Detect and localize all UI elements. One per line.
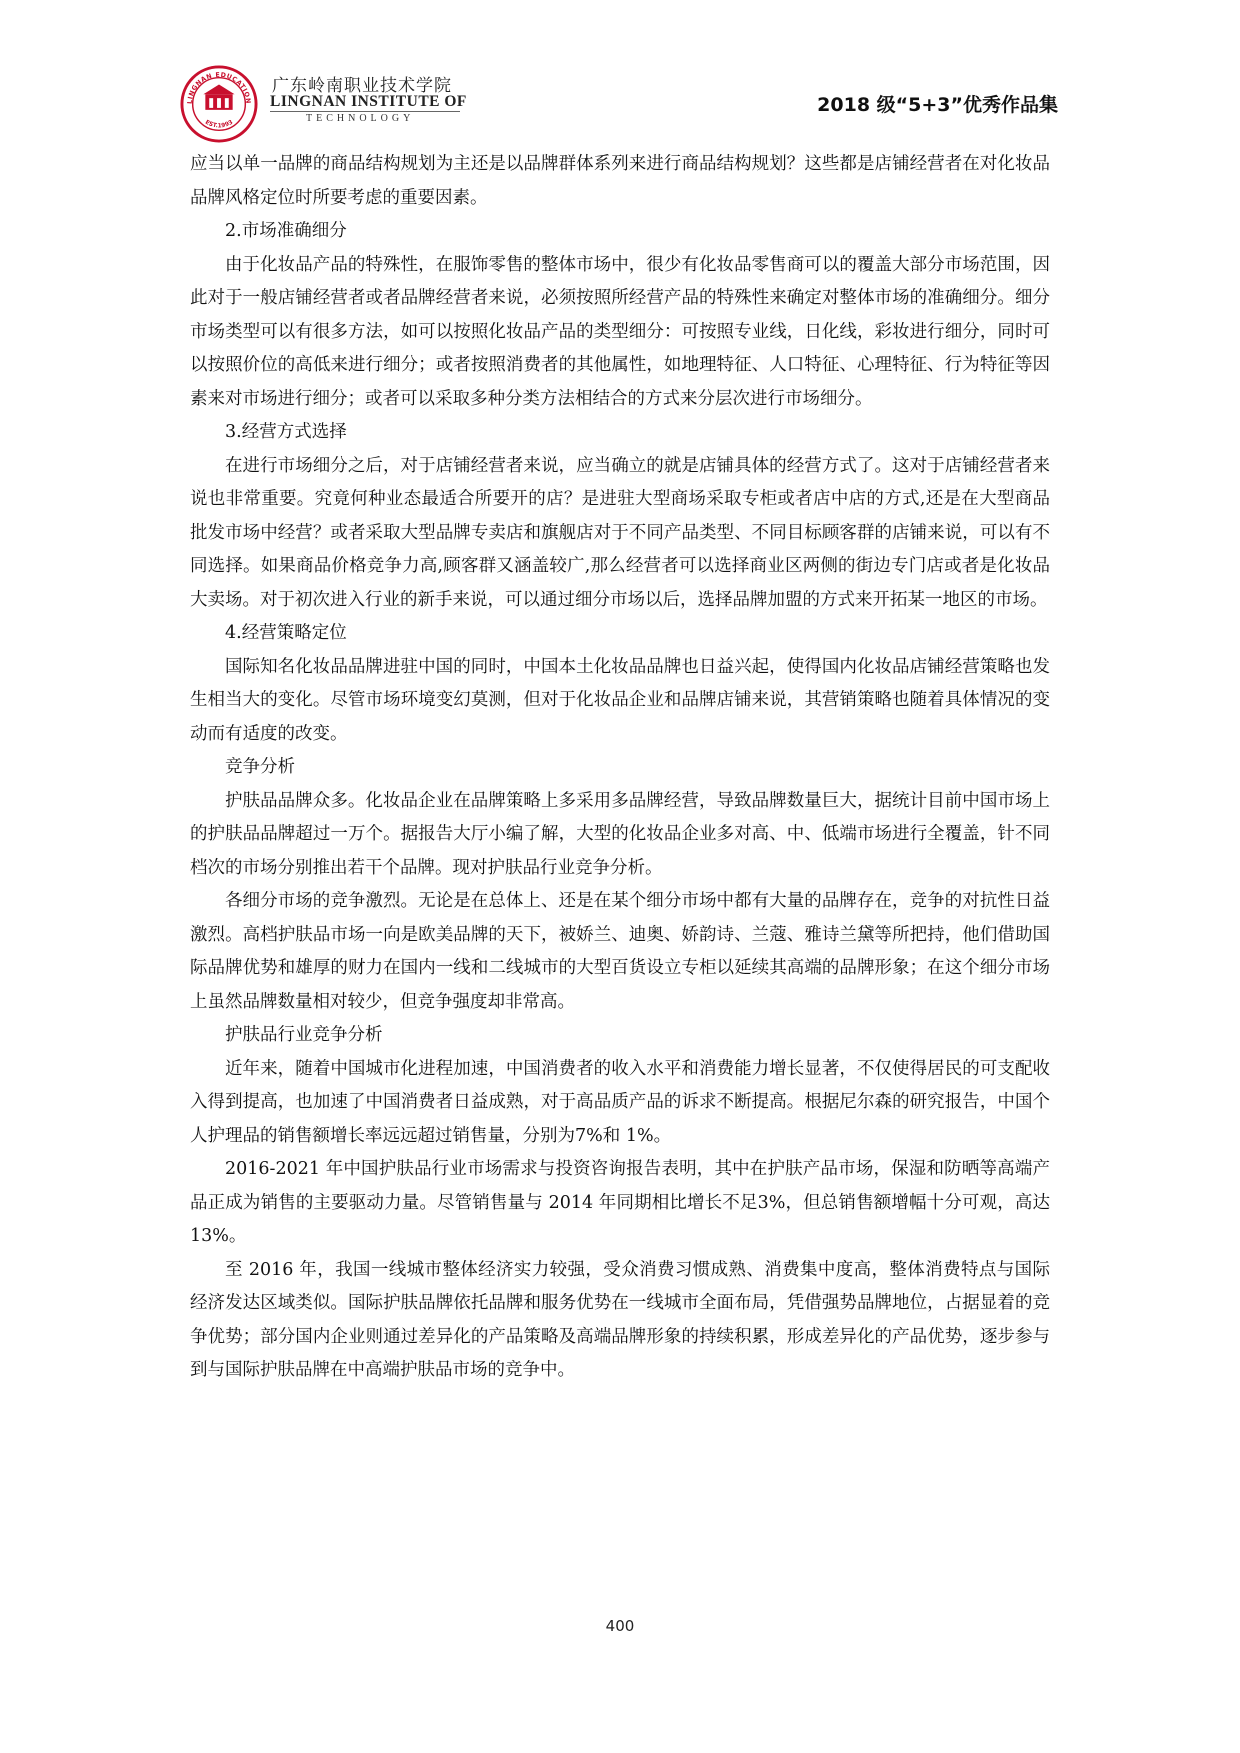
paragraph: 国际知名化妆品品牌进驻中国的同时，中国本土化妆品品牌也日益兴起，使得国内化妆品店铺经营策略也发生相当大的变化。尽管市场环境变幻莫测，但对于化妆品企业和品牌店铺来说，其营销策略也随着具体情况的变动而有适度的改变。 — [190, 656, 1050, 744]
paragraph: 至 2016 年，我国一线城市整体经济实力较强，受众消费习惯成熟、消费集中度高，整体消费特点与国际经济发达区域类似。国际护肤品牌依托品牌和服务优势在一线城市全面布局，凭借强势品牌地位，占据显着的竞争优势；部分国内企业则通过差异化的产品策略及高端品牌形象的持续积累，形成差异化的产品优势，逐步参与到与国际护肤品牌在中高端护肤品市场的竞争中。 — [190, 1259, 1050, 1380]
section-heading: 护肤品行业竞争分析 — [225, 1025, 383, 1045]
paragraph: 由于化妆品产品的特殊性，在服饰零售的整体市场中，很少有化妆品零售商可以的覆盖大部分市场范围，因此对于一般店铺经营者或者品牌经营者来说，必须按照所经营产品的特殊性来确定对整体市场的准确细分。细分市场类型可以有很多方法，如可以按照化妆品产品的类型细分：可按照专业线，日化线，彩妆进行细分，同时可以按照价位的高低来进行细分；或者按照消费者的其他属性，如地理特征、人口特征、心理特征、行为特征等因素来对市场进行细分；或者可以采取多种分类方法相结合的方式来分层次进行市场细分。 — [190, 254, 1050, 409]
page-number: 400 — [605, 1617, 635, 1635]
page-body — [190, 148, 1050, 1388]
school-name-chinese: 广东岭南职业技术学院 — [272, 76, 452, 96]
section-heading: 竞争分析 — [225, 757, 295, 777]
school-name-english-line2: TECHNOLOGY — [306, 113, 415, 124]
paragraph: 2016-2021 年中国护肤品行业市场需求与投资咨询报告表明，其中在护肤产品市场，保湿和防晒等高端产品正成为销售的主要驱动力量。尽管销售量与 2014 年同期相比增长不足3%，但总销售额增幅十分可观，高达 13%。 — [190, 1159, 1050, 1246]
paragraph: 护肤品品牌众多。化妆品企业在品牌策略上多采用多品牌经营，导致品牌数量巨大，据统计目前中国市场上的护肤品品牌超过一万个。据报告大厅小编了解，大型的化妆品企业多对高、中、低端市场进行全覆盖，针不同档次的市场分别推出若干个品牌。现对护肤品行业竞争分析。 — [190, 790, 1050, 878]
collection-title: 2018 级“5+3”优秀作品集 — [817, 94, 1058, 116]
school-name-english: LINGNAN INSTITUTE OF — [270, 93, 467, 110]
paragraph: 在进行市场细分之后，对于店铺经营者来说，应当确立的就是店铺具体的经营方式了。这对于店铺经营者来说也非常重要。究竟何种业态最适合所要开的店？是进驻大型商场采取专柜或者店中店的方式,还是在大型商品批发市场中经营？或者采取大型品牌专卖店和旗舰店对于不同产品类型、不同目标顾客群的店铺来说，可以有不同选择。如果商品价格竞争力高,顾客群又涵盖较广,那么经营者可以选择商业区两侧的街边专门店或者是化妆品大卖场。对于初次进入行业的新手来说，可以通过细分市场以后，选择品牌加盟的方式来开拓某一地区的市场。 — [190, 455, 1050, 610]
paragraph: 近年来，随着中国城市化进程加速，中国消费者的收入水平和消费能力增长显著，不仅使得居民的可支配收入得到提高，也加速了中国消费者日益成熟，对于高品质产品的诉求不断提高。根据尼尔森的研究报告，中国个人护理品的销售额增长率远远超过销售量，分别为7%和 1%。 — [190, 1058, 1050, 1146]
logo-text-top: LINGNAN EDUCATION — [186, 71, 252, 105]
header-divider — [270, 111, 460, 112]
school-logo-icon — [180, 65, 258, 143]
section-heading: 3.经营方式选择 — [225, 422, 347, 442]
section-heading: 4.经营策略定位 — [225, 623, 347, 643]
paragraph: 应当以单一品牌的商品结构规划为主还是以品牌群体系列来进行商品结构规划？这些都是店铺经营者在对化妆品品牌风格定位时所要考虑的重要因素。 — [190, 154, 1050, 208]
paragraph: 各细分市场的竞争激烈。无论是在总体上、还是在某个细分市场中都有大量的品牌存在，竞争的对抗性日益激烈。高档护肤品市场一向是欧美品牌的天下，被娇兰、迪奥、娇韵诗、兰蔻、雅诗兰黛等所把持，他们借助国际品牌优势和雄厚的财力在国内一线和二线城市的大型百货设立专柜以延续其高端的品牌形象；在这个细分市场上虽然品牌数量相对较少，但竞争强度却非常高。 — [190, 891, 1050, 1012]
logo-text-bottom: EST.1993 — [203, 119, 235, 130]
section-heading: 2.市场准确细分 — [225, 221, 347, 241]
page-header — [180, 55, 1060, 155]
